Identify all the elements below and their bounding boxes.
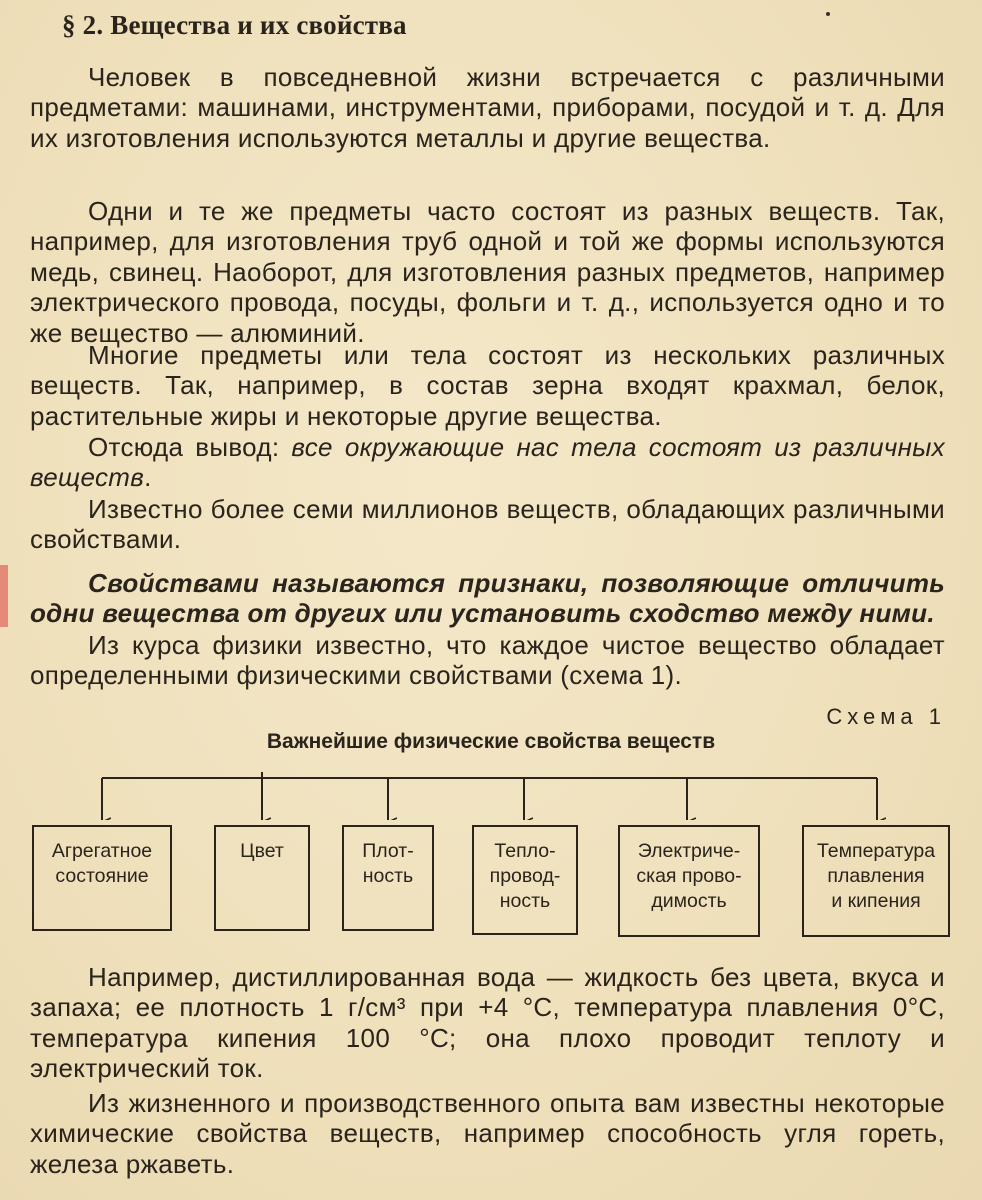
- box-line: провод-: [489, 865, 561, 887]
- box-line: Цвет: [240, 840, 284, 862]
- box-line: ская прово-: [636, 865, 742, 887]
- paragraph-2: Одни и те же предметы часто состоят из разных веществ. Так, например, для изготовления труб одной и той же формы используются медь, свинец. Наоборот, для изготовления разных предметов, например электрического провода, посуды, фольги и т. д., используется одно и то же вещество — алюминий.: [30, 196, 945, 348]
- box-line: Плот-: [362, 840, 414, 862]
- paragraph-example: Например, дистиллированная вода — жидкость без цвета, вкуса и запаха; ее плотность 1 г/см³ при +4 °С, температура плавления 0°С, температура кипения 100 °С; она плохо проводит теплоту и электрический ток.: [30, 962, 945, 1084]
- paragraph-conclusion: [30, 432, 945, 493]
- box-melting-boiling-temperature: [802, 825, 950, 937]
- paragraph-1: Человек в повседневной жизни встречается с различными предметами: машинами, инструментами, приборами, посудой и т. д. Для их изготовления используются металлы и другие вещества.: [30, 62, 945, 153]
- box-line: ность: [362, 865, 414, 887]
- scheme-title: Важнейшие физические свойства веществ: [266, 730, 716, 753]
- conclusion-lead: Отсюда вывод:: [88, 432, 292, 462]
- box-line: Тепло-: [494, 840, 556, 862]
- scheme-connectors: [0, 760, 982, 820]
- box-line: ность: [499, 890, 551, 912]
- box-aggregate-state: [32, 825, 172, 931]
- box-line: Температура: [816, 840, 936, 862]
- paragraph-6: Из курса физики известно, что каждое чистое вещество обладает определенными физическими свойствами (схема 1).: [30, 630, 945, 691]
- box-line: состояние: [55, 865, 149, 887]
- print-speck: [826, 12, 830, 16]
- box-line: плавления: [827, 865, 925, 887]
- conclusion-end: .: [144, 462, 152, 493]
- box-density: [342, 825, 434, 931]
- paragraph-3: Многие предметы или тела состоят из нескольких различных веществ. Так, например, в состав зерна входят крахмал, белок, растительные жиры и некоторые другие вещества.: [30, 340, 945, 431]
- box-line: и кипения: [831, 890, 921, 912]
- paragraph-chemical: Из жизненного и производственного опыта вам известны некоторые химические свойства веществ, например способность угля гореть, железа ржаветь.: [30, 1088, 945, 1179]
- box-color: [214, 825, 310, 931]
- paragraph-5: Известно более семи миллионов веществ, обладающих различными свойствами.: [30, 494, 945, 555]
- box-line: Агрегатное: [51, 840, 153, 862]
- definition-paragraph: Свойствами называются признаки, позволяющие отличить одни вещества от других или установить сходство между ними.: [30, 568, 945, 629]
- box-line: димость: [651, 890, 727, 912]
- scheme-label: Схема 1: [826, 704, 946, 729]
- box-line: Электриче-: [637, 840, 741, 862]
- box-thermal-conductivity: [472, 825, 578, 935]
- conclusion-italic: все окружающие нас тела состоят из различных веществ: [30, 432, 945, 493]
- box-electrical-conductivity: [618, 825, 760, 937]
- margin-highlight: [0, 565, 8, 627]
- section-heading: § 2. Вещества и их свойства: [62, 10, 407, 40]
